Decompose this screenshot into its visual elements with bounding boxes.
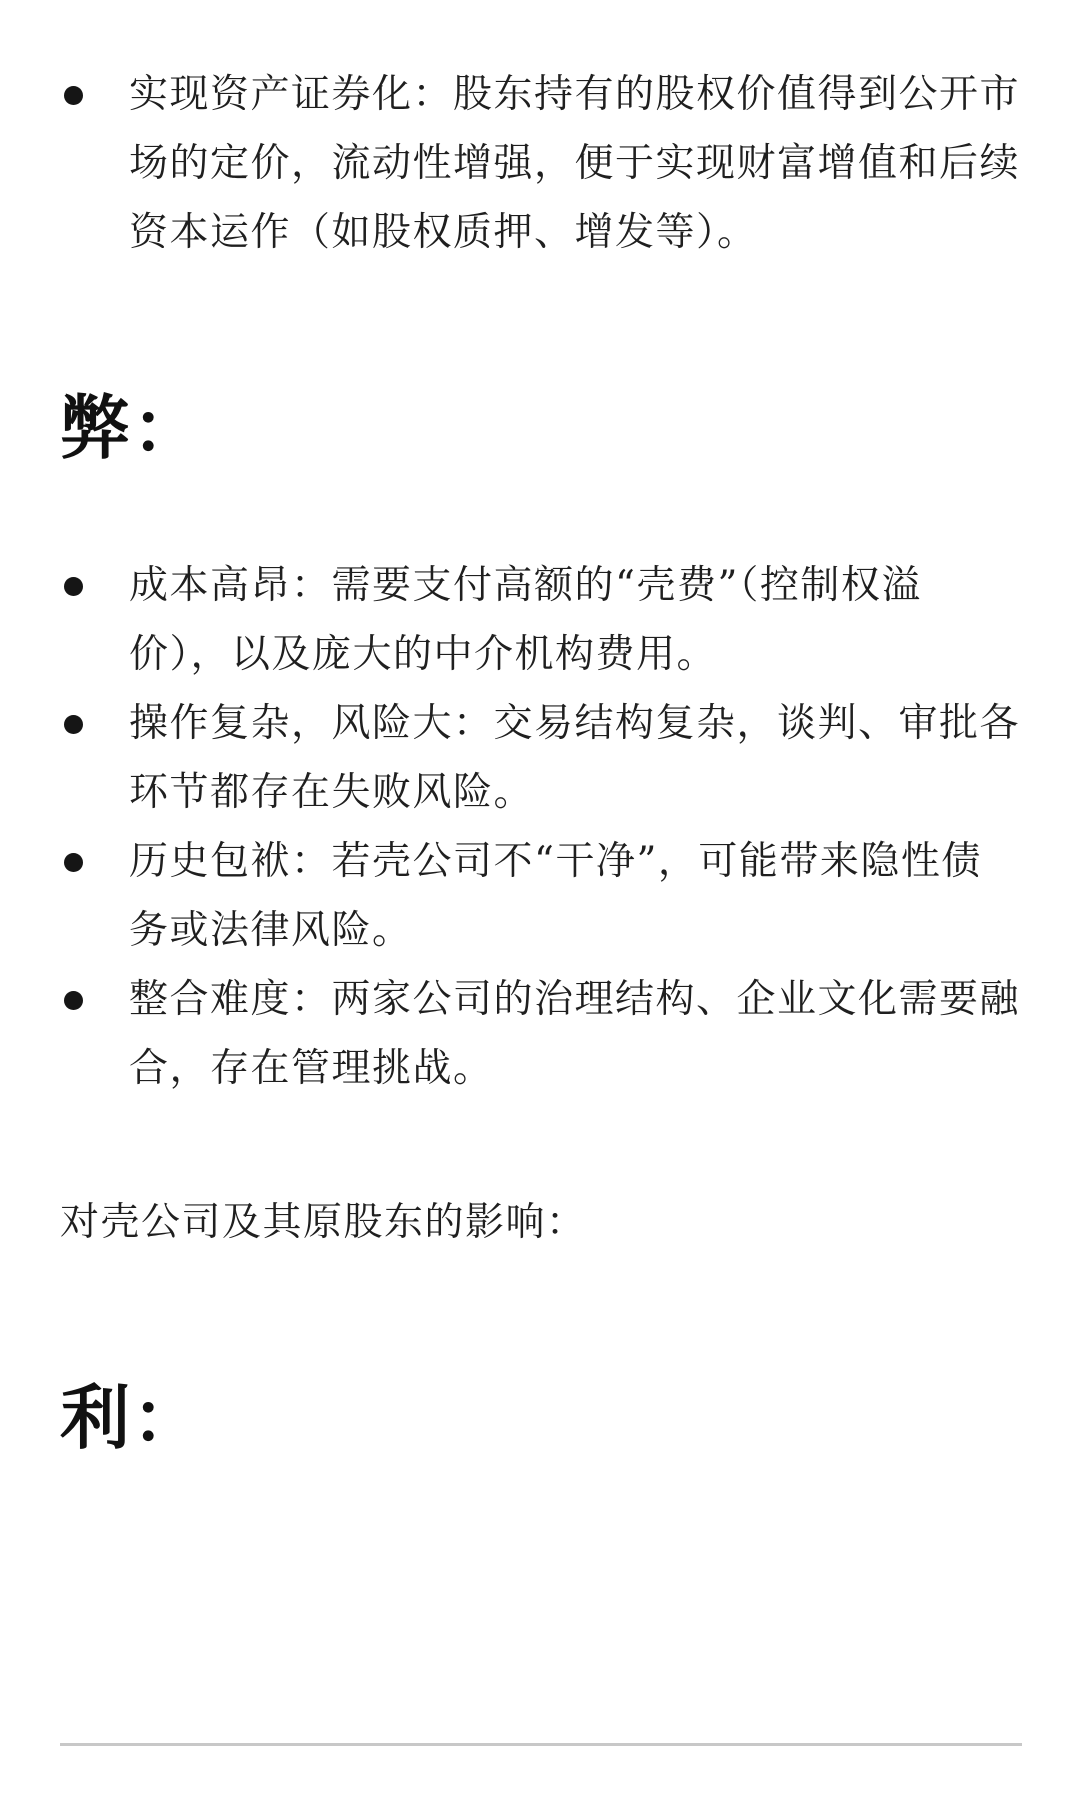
list-item-text: 成本高昂：需要支付高额的“壳费”（控制权溢价），以及庞大的中介机构费用。 (129, 563, 922, 677)
list-item (60, 965, 1022, 1103)
list-item (60, 551, 1022, 689)
pros-bullet-list (60, 60, 1022, 267)
bullet-icon (64, 577, 83, 596)
list-item-text: 历史包袱：若壳公司不“干净”，可能带来隐性债务或法律风险。 (129, 839, 982, 953)
cons-heading: 弊： (60, 386, 204, 469)
list-item-text: 整合难度：两家公司的治理结构、企业文化需要融合，存在管理挑战。 (129, 977, 1021, 1091)
bullet-icon (64, 853, 83, 872)
list-item-text: 实现资产证券化：股东持有的股权价值得到公开市场的定价，流动性增强，便于实现财富增值和后续资本运作（如股权质押、增发等）。 (129, 72, 1021, 255)
bullet-icon (64, 86, 83, 105)
cons-bullet-list (60, 551, 1022, 1103)
list-item (60, 827, 1022, 965)
divider (60, 1743, 1022, 1746)
list-item-text: 操作复杂，风险大：交易结构复杂，谈判、审批各环节都存在失败风险。 (129, 701, 1021, 815)
list-item (60, 689, 1022, 827)
shell-pros-heading: 利： (60, 1376, 204, 1459)
list-item (60, 60, 1022, 267)
bullet-icon (64, 991, 83, 1010)
shell-impact-intro: 对壳公司及其原股东的影响： (60, 1200, 587, 1245)
bullet-icon (64, 715, 83, 734)
